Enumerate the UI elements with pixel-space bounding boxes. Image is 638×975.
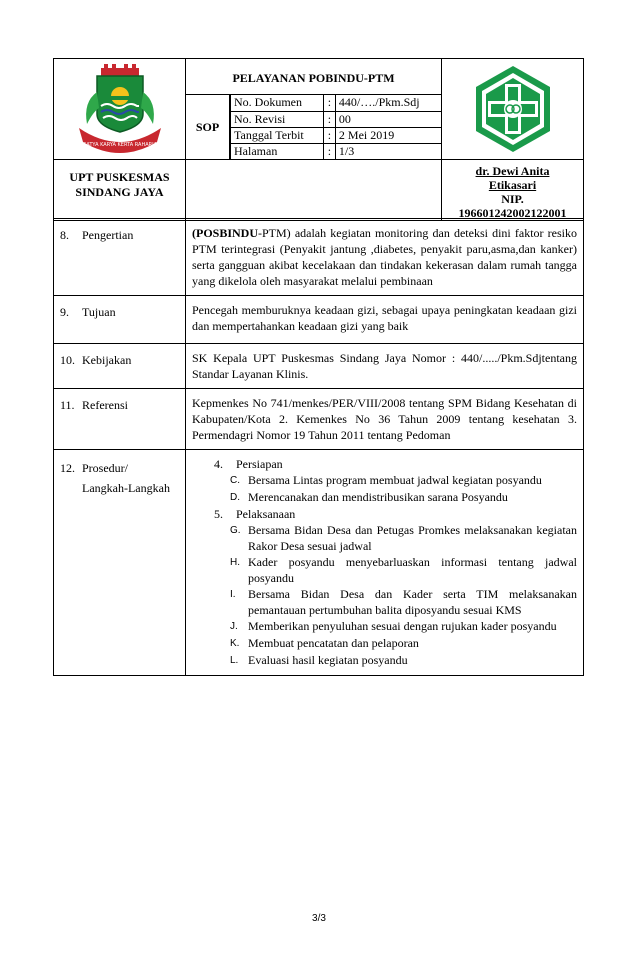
doc-field-label: Tanggal Terbit xyxy=(231,127,324,143)
doc-field-label: No. Dokumen xyxy=(231,95,324,111)
doc-field-value: 440/…./Pkm.Sdj xyxy=(335,95,441,111)
list-item: K. Membuat pencatatan dan pelaporan xyxy=(230,636,419,650)
signer-name-line2: Etikasari xyxy=(488,178,537,192)
puskesmas-logo-cell xyxy=(442,59,584,160)
section-label: 8. Pengertian xyxy=(54,219,186,296)
page-number: 3/3 xyxy=(312,913,326,924)
signer-cell xyxy=(442,160,584,221)
doc-info-table xyxy=(230,95,441,159)
list-item: 5. Pelaksanaan xyxy=(214,507,296,521)
sop-label: SOP xyxy=(186,95,230,160)
section-label: 10. Kebijakan xyxy=(54,344,186,389)
section-row-tujuan xyxy=(54,296,584,344)
section-label: 11. Referensi xyxy=(54,389,186,450)
sop-body-table xyxy=(53,218,584,676)
doc-field-label: No. Revisi xyxy=(231,111,324,127)
list-item: C. Bersama Lintas program membuat jadwal kegiatan posyandu xyxy=(230,473,542,487)
doc-field-colon: : xyxy=(323,111,335,127)
list-item: I. Bersama Bidan Desa dan Kader serta TIM melaksanakan pemantauan pertumbuhan balita diposyandu sesuai KMS xyxy=(230,587,577,617)
section-label: 12. Prosedur/ Langkah-Langkah xyxy=(54,450,186,676)
doc-field-label: Halaman xyxy=(231,143,324,159)
doc-field-colon: : xyxy=(323,143,335,159)
regional-emblem-icon xyxy=(71,62,169,156)
section-text: SK Kepala UPT Puskesmas Sindang Jaya Nomor : 440/...../Pkm.Sdjtentang Standar Layanan Klinis. xyxy=(186,344,584,389)
section-row-prosedur xyxy=(54,450,584,676)
section-row-referensi xyxy=(54,389,584,450)
list-item: L. Evaluasi hasil kegiatan posyandu xyxy=(230,653,408,667)
section-label: 9. Tujuan xyxy=(54,296,186,344)
list-item: D. Merencanakan dan mendistribusikan sarana Posyandu xyxy=(230,490,508,504)
doc-field-value: 1/3 xyxy=(335,143,441,159)
list-item: H. Kader posyandu menyebarluaskan informasi tentang jadwal posyandu xyxy=(230,555,577,585)
doc-field-colon: : xyxy=(323,95,335,111)
signer-name-line1: dr. Dewi Anita xyxy=(475,164,550,178)
sop-header-table xyxy=(53,58,584,221)
emblem-cell xyxy=(54,59,186,160)
document-title: PELAYANAN POBINDU-PTM xyxy=(186,59,442,95)
doc-field-row xyxy=(231,95,442,111)
list-item: J. Memberikan penyuluhan sesuai dengan rujukan kader posyandu xyxy=(230,619,557,633)
doc-info-cell xyxy=(230,95,442,160)
section-text: Pencegah memburuknya keadaan gizi, sebagai upaya peningkatan keadaan gizi dan mempertahankan keadaan gizi yang baik xyxy=(186,296,584,344)
doc-field-value: 00 xyxy=(335,111,441,127)
section-row-kebijakan xyxy=(54,344,584,389)
unit-name-line1: UPT PUSKESMAS xyxy=(69,170,170,184)
section-text: (POSBINDU-PTM) adalah kegiatan monitoring dan deteksi dini faktor resiko PTM terintegrasi (Penyakit jantung ,diabetes, penyakit paru,asma,dan kanker) serta gangguan akibat kecelakaan dan tindakan kekerasan dalam rumah tangga yang dikelola oleh masyarakat melalui pembinaan xyxy=(186,219,584,296)
doc-field-value: 2 Mei 2019 xyxy=(335,127,441,143)
doc-field-row xyxy=(231,143,442,159)
emblem-motto: SATYA KARYA KERTA RAHARJA xyxy=(82,142,157,148)
puskesmas-logo-icon xyxy=(468,64,558,154)
list-item: 4. Persiapan xyxy=(214,457,283,471)
list-item: G. Bersama Bidan Desa dan Petugas Promkes melaksanakan kegiatan Rakor Desa sesuai jadwal xyxy=(230,523,577,553)
nip-label: NIP. xyxy=(501,192,524,206)
unit-name-line2: SINDANG JAYA xyxy=(75,185,164,199)
unit-name-cell xyxy=(54,160,186,221)
procedure-list xyxy=(186,450,584,676)
doc-field-row xyxy=(231,111,442,127)
doc-field-colon: : xyxy=(323,127,335,143)
doc-field-row xyxy=(231,127,442,143)
section-text: Kepmenkes No 741/menkes/PER/VIII/2008 tentang SPM Bidang Kesehatan di Kabupaten/Kota 2. Kemenkes No 36 Tahun 2009 tentang kesehatan 3. Permendagri Nomor 19 Tahun 2011 tentang Pedoman xyxy=(186,389,584,450)
blank-cell xyxy=(186,160,442,221)
section-row-pengertian xyxy=(54,219,584,296)
nip-value: 196601242002122001 xyxy=(458,206,567,220)
